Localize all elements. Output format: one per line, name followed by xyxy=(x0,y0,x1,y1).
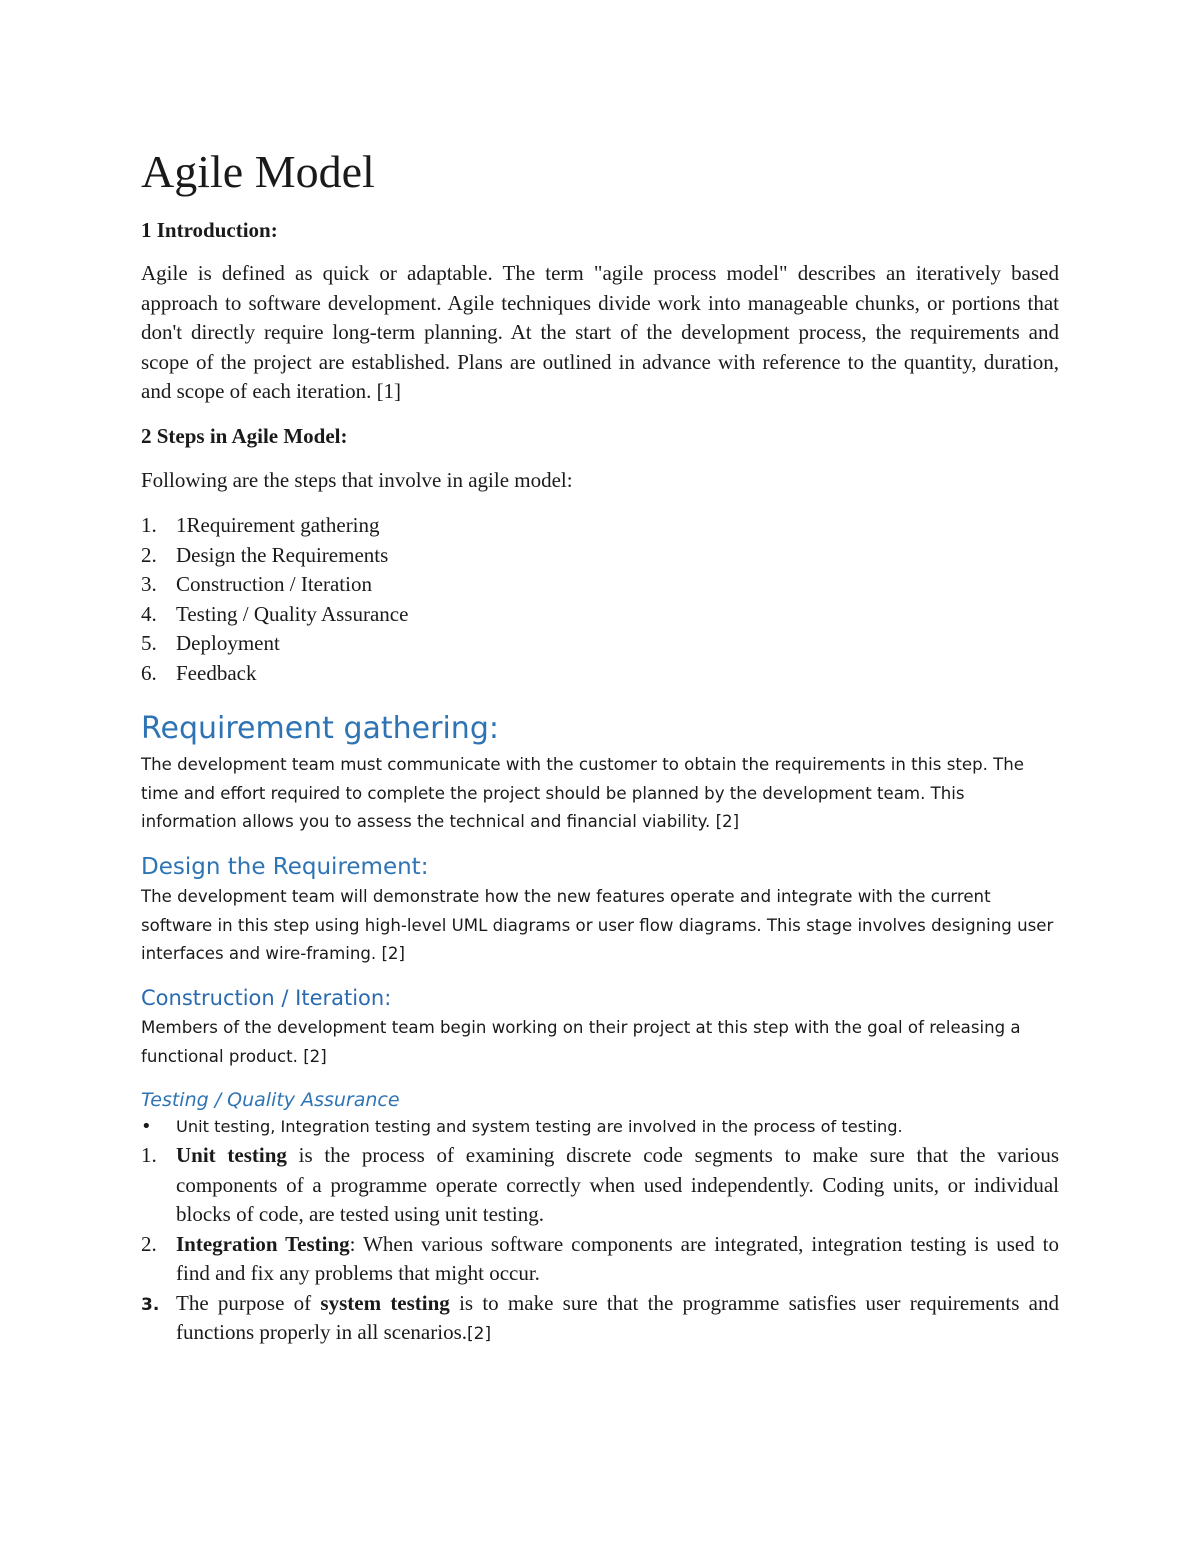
list-item xyxy=(141,1230,1059,1289)
citation: [2] xyxy=(467,1324,492,1344)
list-item xyxy=(141,629,408,659)
list-item xyxy=(141,600,408,630)
list-item-text: Design the Requirements xyxy=(176,542,389,567)
list-item xyxy=(141,659,408,689)
list-item xyxy=(141,1141,1059,1230)
list-number: 2. xyxy=(141,542,157,567)
term-bold: system testing xyxy=(320,1290,450,1315)
list-item-text: : When various software components are integrated, integration testing is used to find and fix any problems that might occur. xyxy=(176,1231,1059,1285)
list-item-text: 1Requirement gathering xyxy=(176,513,380,537)
testing-bullet xyxy=(141,1113,903,1141)
steps-list xyxy=(141,511,408,688)
requirement-gathering-paragraph: The development team must communicate with the customer to obtain the requirements in this step. The time and effort required to complete the project should be planned by the development team. This information allows you to assess the technical and financial viability. [2] xyxy=(141,755,1025,831)
list-item-text: Construction / Iteration xyxy=(176,572,372,596)
bullet-dot: • xyxy=(141,1116,152,1137)
list-number: 3. xyxy=(141,572,157,596)
list-item-text: Deployment xyxy=(176,631,280,655)
list-item xyxy=(141,541,408,571)
steps-heading: 2 Steps in Agile Model: xyxy=(141,424,348,448)
list-number: 4. xyxy=(141,601,157,626)
list-item-text: is to make sure that the programme satisfies user requirements and functions properly in all scenarios. xyxy=(176,1290,1059,1344)
term-bold: Unit testing xyxy=(176,1143,287,1167)
testing-list xyxy=(141,1141,1059,1350)
list-number: 6. xyxy=(141,660,157,685)
intro-heading: 1 Introduction: xyxy=(141,218,278,242)
list-item-text: Feedback xyxy=(176,660,257,685)
list-item xyxy=(141,1289,1059,1350)
list-number: 3. xyxy=(141,1294,160,1315)
term-bold: Integration Testing xyxy=(176,1231,350,1256)
bullet-text: Unit testing, Integration testing and system testing are involved in the process of testing. xyxy=(176,1117,903,1136)
construction-paragraph: Members of the development team begin working on their project at this step with the goal of releasing a functional product. [2] xyxy=(141,1018,1021,1066)
list-number: 1. xyxy=(141,1143,157,1167)
list-item-text: Testing / Quality Assurance xyxy=(176,601,409,626)
list-number: 2. xyxy=(141,1231,157,1256)
testing-heading: Testing / Quality Assurance xyxy=(141,1089,400,1111)
list-item-prefix: The purpose of xyxy=(176,1290,321,1315)
list-item-text: is the process of examining discrete code segments to make sure that the various components of a programme operate correctly when used independently. Coding units, or individual blocks of code, are tested using unit testing. xyxy=(176,1143,1059,1226)
list-number: 1. xyxy=(141,513,157,537)
design-paragraph: The development team will demonstrate how the new features operate and integrate with the current software in this step using high-level UML diagrams or user flow diagrams. This stage involves designing user interfaces and wire-framing. [2] xyxy=(141,887,1054,963)
list-number: 5. xyxy=(141,631,157,655)
design-heading: Design the Requirement: xyxy=(141,854,429,880)
requirement-gathering-heading: Requirement gathering: xyxy=(141,711,499,746)
document-title: Agile Model xyxy=(141,146,375,197)
intro-paragraph: Agile is defined as quick or adaptable. The term "agile process model" describes an iteratively based approach to software development. Agile techniques divide work into manageable chunks, or portions that don't directly require long-term planning. At the start of the development process, the requirements and scope of the project are established. Plans are outlined in advance with reference to the quantity, duration, and scope of each iteration. [1] xyxy=(141,261,1059,403)
construction-heading: Construction / Iteration: xyxy=(141,986,392,1010)
steps-intro-text: Following are the steps that involve in agile model: xyxy=(141,468,573,492)
list-item xyxy=(141,570,408,600)
list-item xyxy=(141,511,408,541)
